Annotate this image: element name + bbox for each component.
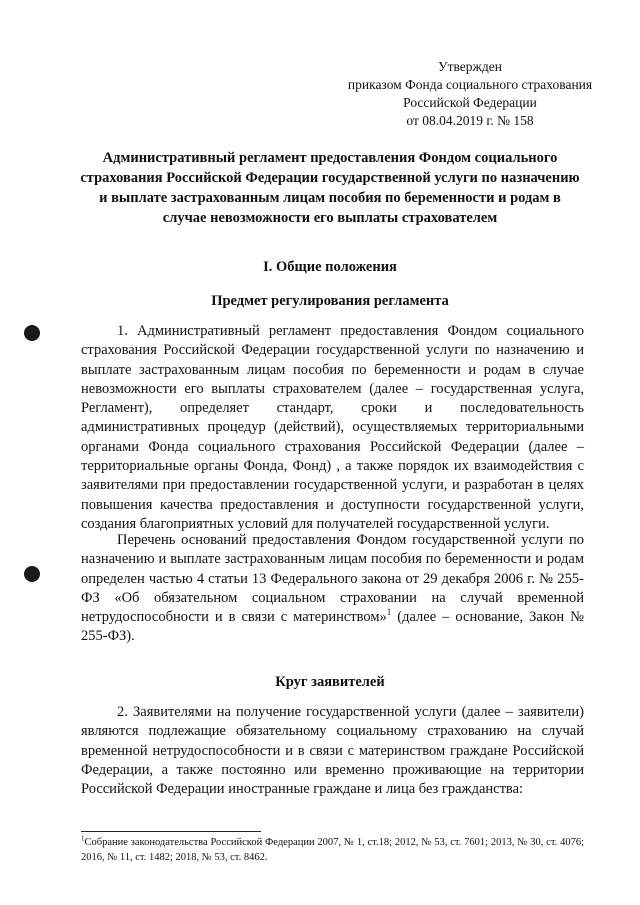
subsection-heading: Круг заявителей [275, 674, 385, 690]
paragraph-grounds [81, 531, 584, 647]
approval-line: Утвержден [438, 59, 502, 74]
document-title: Административный регламент предоставления Фондом социального страхования Российской Федерации государственной услуги по назначению и выплате застрахованным лицам пособия по беременности и родам в случае невозможности его выплаты страхователем [80, 150, 580, 226]
footnote-number: 1 [81, 834, 85, 843]
footnote-text: Собрание законодательства Российской Федерации 2007, № 1, ст.18; 2012, № 53, ст. 7601; 2013, № 30, ст. 4076; 2016, № 11, ст. 1482; 2018, № 53, ст. 8462. [81, 837, 584, 863]
punch-hole-mark [24, 325, 40, 341]
approval-line: Российской Федерации [403, 95, 537, 110]
footnote [81, 835, 584, 865]
subsection-heading: Предмет регулирования регламента [211, 293, 449, 309]
paragraph-subject: 1. Административный регламент предоставления Фондом социального страхования Российской Федерации государственной услуги по назначению и выплате застрахованным лицам пособия по беременности и родам в случае невозможности его выплаты страхователем (далее – государственная услуга, Регламент), определяет стандарт, сроки и последовательность административных процедур (действий), осуществляемых территориальными органами Фонда социального страхования Российской Федерации (далее – территориальные органы Фонда, Фонд) , а также порядок их взаимодействия с заявителями при предоставлении государственной услуги, и разработан в целях повышения качества предоставления и доступности государственной услуги, создания благоприятных условий для получателей государственной услуги. [81, 323, 584, 532]
approval-line: от 08.04.2019 г. № 158 [406, 113, 534, 128]
footnote-reference[interactable]: 1 [386, 607, 392, 618]
footnote-divider [81, 831, 261, 832]
paragraph-text: Перечень оснований предоставления Фондом государственной услуги по назначению и выплате застрахованным лицам пособия по беременности и родам определен частью 4 статьи 13 Федерального закона от 29 декабря 2006 г. № 255-ФЗ «Об обязательном социальном страховании на случай временной нетрудоспособности и в связи с материнством» [81, 532, 584, 626]
section-heading: I. Общие положения [263, 259, 397, 275]
approval-stamp [335, 58, 605, 130]
punch-hole-mark [24, 566, 40, 582]
paragraph-text: (далее – основание, Закон № 255-ФЗ). [81, 609, 584, 645]
paragraph-applicants: 2. Заявителями на получение государственной услуги (далее – заявители) являются подлежащие обязательному социальному страхованию на случай временной нетрудоспособности и в связи с материнством граждане Российской Федерации, а также постоянно или временно проживающие на территории Российской Федерации иностранные граждане и лица без гражданства: [81, 704, 584, 798]
approval-line: приказом Фонда социального страхования [347, 77, 593, 92]
